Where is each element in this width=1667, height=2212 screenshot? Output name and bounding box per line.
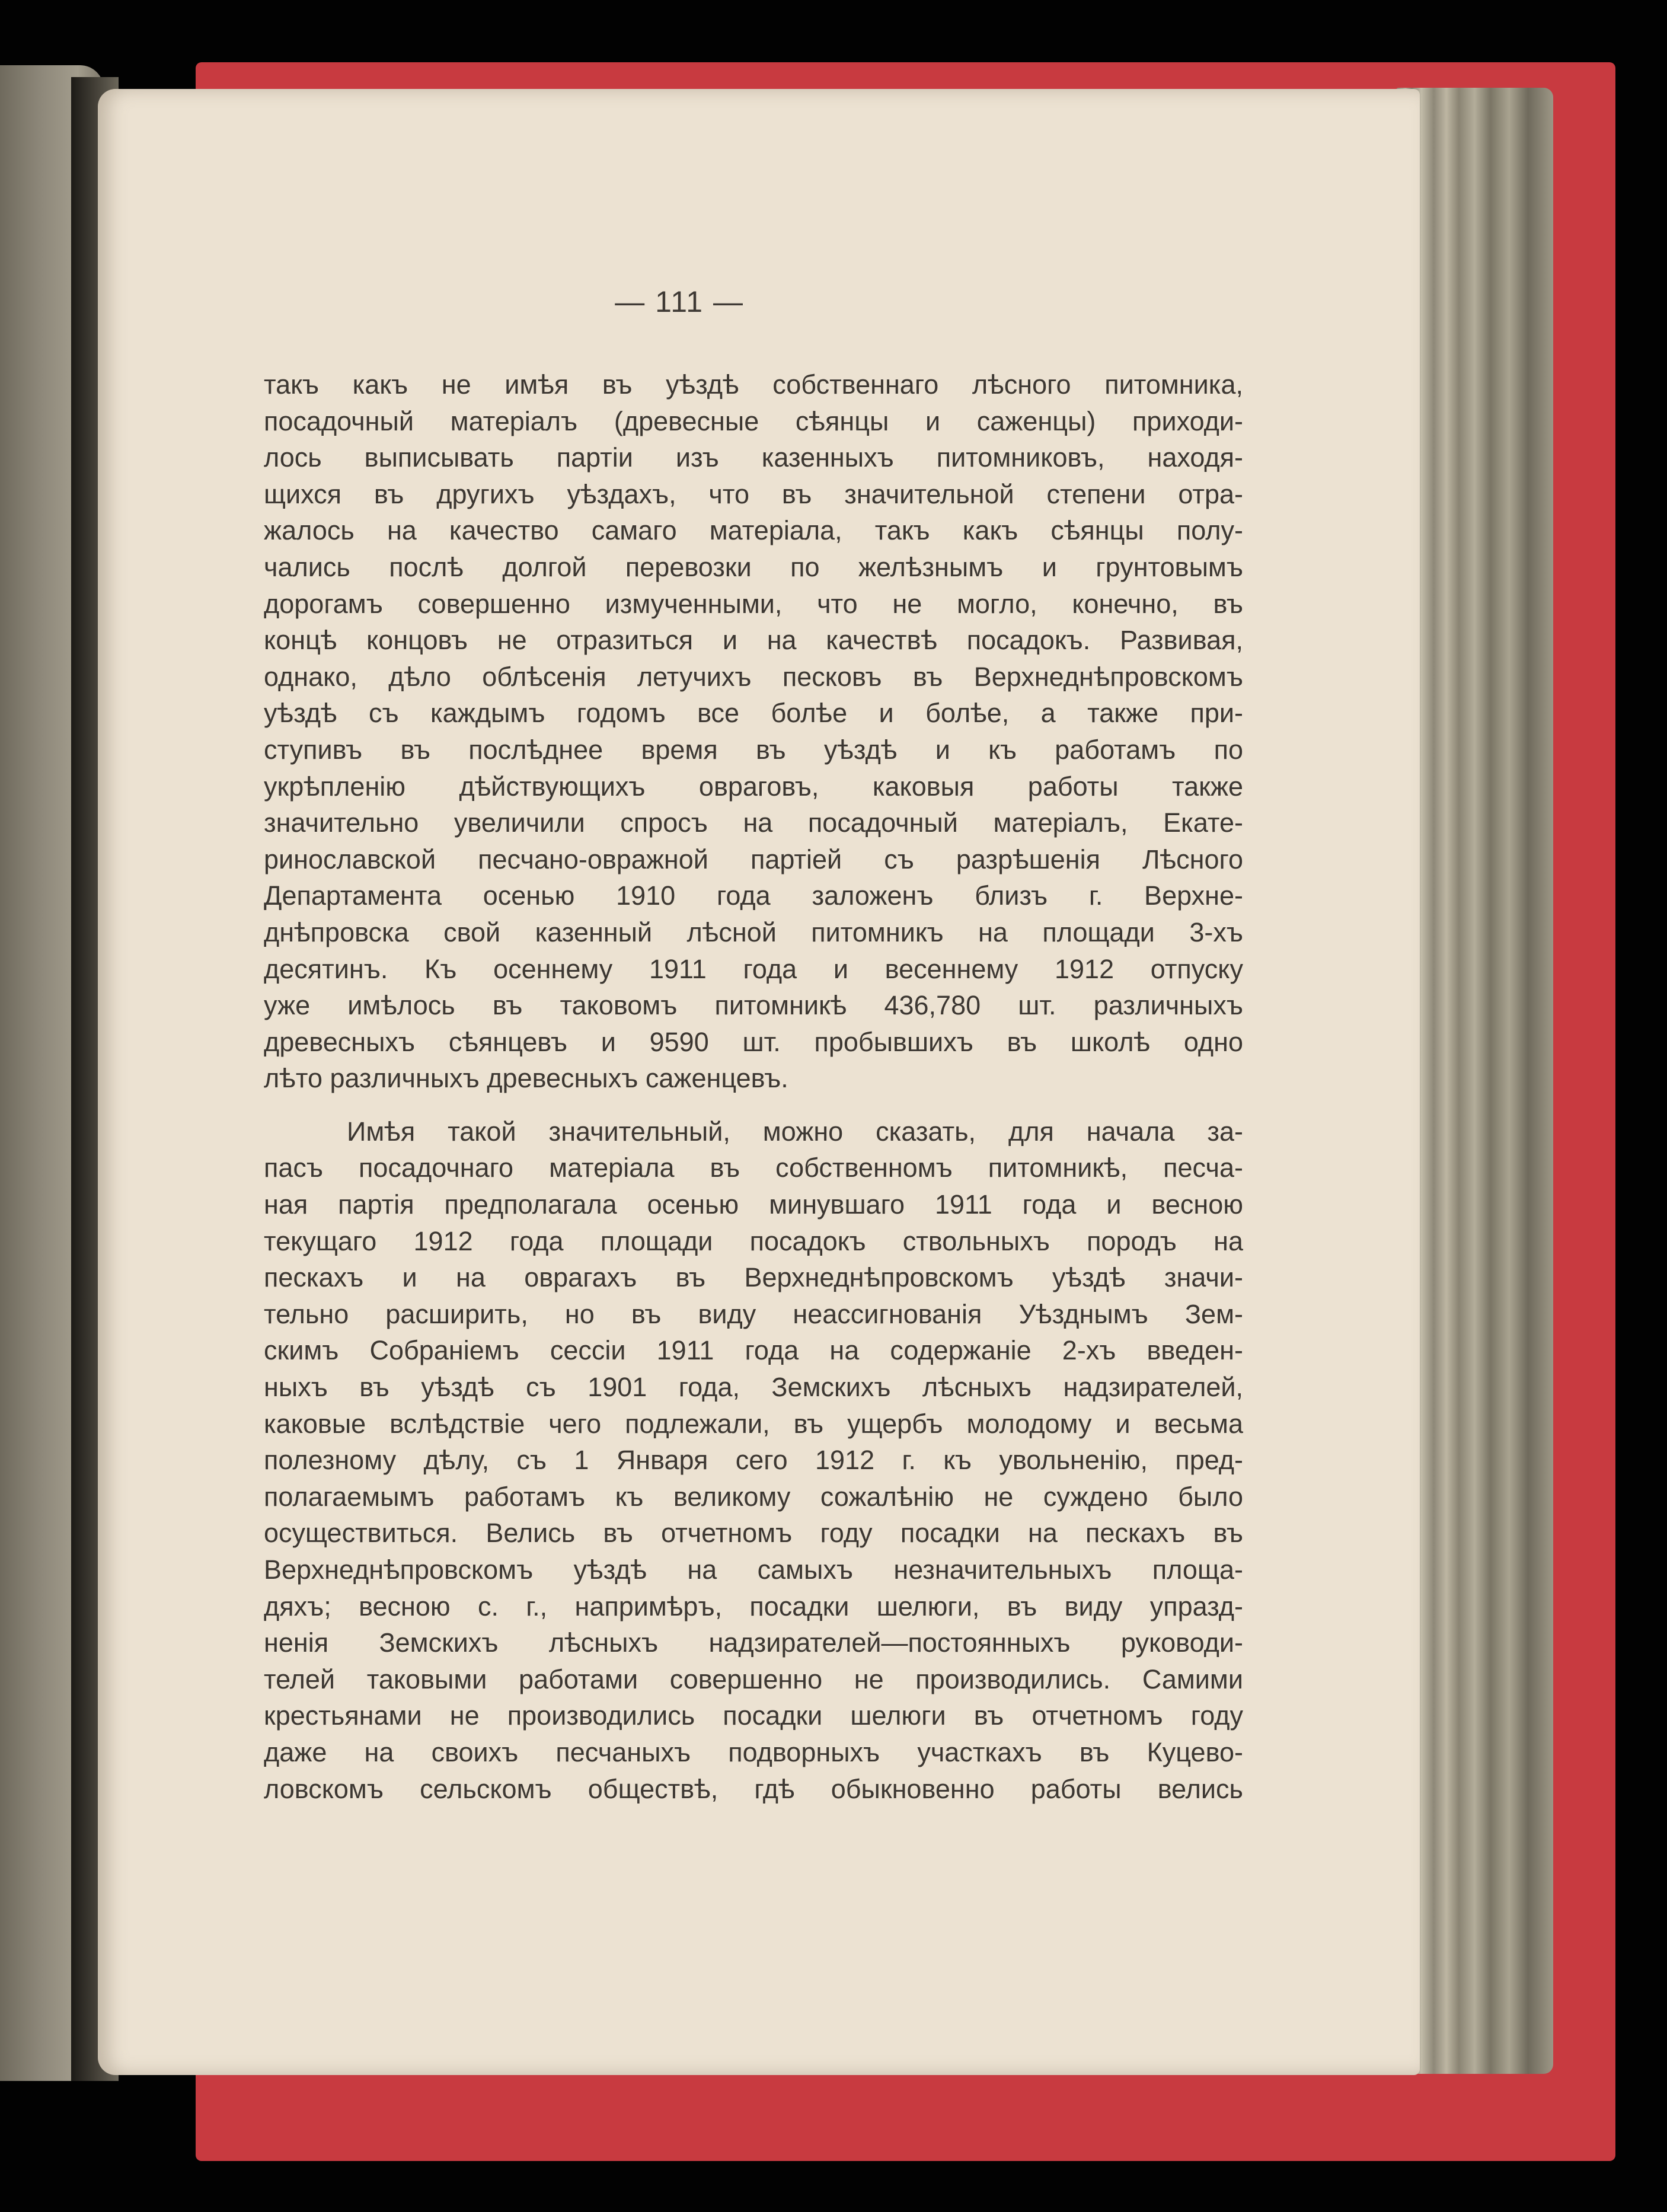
text-line: лось выписывать партіи изъ казенныхъ питомниковъ, находя- <box>264 442 1243 473</box>
text-line: однако, дѣло облѣсенія летучихъ песковъ въ Верхнеднѣпровскомъ <box>264 661 1243 692</box>
text-line: полагаемымъ работамъ къ великому сожалѣнію не суждено было <box>264 1481 1243 1512</box>
paragraph-gap <box>264 1097 1243 1113</box>
text-line: скимъ Собраніемъ сессіи 1911 года на содержаніе 2-хъ введен- <box>264 1335 1243 1366</box>
text-line: такъ какъ не имѣя въ уѣздѣ собственнаго лѣсного питомника, <box>264 369 1243 400</box>
text-line: ныхъ въ уѣздѣ съ 1901 года, Земскихъ лѣсныхъ надзирателей, <box>264 1372 1243 1403</box>
text-line: пасъ посадочнаго матеріала въ собственномъ питомникѣ, песча- <box>264 1153 1243 1183</box>
text-line: уѣздѣ съ каждымъ годомъ все болѣе и болѣе, а также при- <box>264 698 1243 729</box>
text-line: осуществиться. Велись въ отчетномъ году посадки на пескахъ въ <box>264 1518 1243 1549</box>
text-line: древесныхъ сѣянцевъ и 9590 шт. пробывшихъ въ школѣ одно <box>264 1026 1243 1057</box>
text-line: тельно расширить, но въ виду неассигнованія Уѣзднымъ Зем- <box>264 1298 1243 1329</box>
text-line: чались послѣ долгой перевозки по желѣзнымъ и грунтовымъ <box>264 551 1243 582</box>
text-line: пескахъ и на оврагахъ въ Верхнеднѣпровскомъ уѣздѣ значи- <box>264 1262 1243 1293</box>
text-line: десятинъ. Къ осеннему 1911 года и весеннему 1912 отпуску <box>264 953 1243 984</box>
text-line: ступивъ въ послѣднее время въ уѣздѣ и къ работамъ по <box>264 734 1243 765</box>
text-line: Верхнеднѣпровскомъ уѣздѣ на самыхъ незначительныхъ площа- <box>264 1555 1243 1585</box>
text-line: концѣ концовъ не отразиться и на качествѣ посадокъ. Развивая, <box>264 625 1243 656</box>
book-page <box>98 89 1420 2075</box>
text-line: щихся въ другихъ уѣздахъ, что въ значительной степени отра- <box>264 478 1243 509</box>
text-line: ринославской песчано-овражной партіей съ разрѣшенія Лѣсного <box>264 844 1243 874</box>
text-line: значительно увеличили спросъ на посадочный матеріалъ, Екате- <box>264 807 1243 838</box>
text-line: лѣто различныхъ древесныхъ саженцевъ. <box>264 1063 788 1094</box>
text-line: даже на своихъ песчаныхъ подворныхъ участкахъ въ Куцево- <box>264 1737 1243 1767</box>
text-line: ненія Земскихъ лѣсныхъ надзирателей—постоянныхъ руководи- <box>264 1627 1243 1658</box>
text-line: крестьянами не производились посадки шелюги въ отчетномъ году <box>264 1700 1243 1731</box>
text-line: уже имѣлось въ таковомъ питомникѣ 436,780 шт. различныхъ <box>264 990 1243 1021</box>
text-line: дяхъ; весною с. г., напримѣръ, посадки шелюги, въ виду упразд- <box>264 1591 1243 1622</box>
text-line: ная партія предполагала осенью минувшаго 1911 года и весною <box>264 1189 1243 1220</box>
text-line: дорогамъ совершенно измученными, что не могло, конечно, въ <box>264 588 1243 619</box>
text-line: днѣпровска свой казенный лѣсной питомникъ на площади 3-хъ <box>264 917 1243 947</box>
text-line: укрѣпленію дѣйствующихъ овраговъ, каковыя работы также <box>264 771 1243 802</box>
page-number: — 111 — <box>615 285 744 318</box>
text-line: Имѣя такой значительный, можно сказать, для начала за- <box>347 1116 1243 1147</box>
paragraph <box>264 366 1243 1097</box>
text-line: каковые вслѣдствіе чего подлежали, въ ущербъ молодому и весьма <box>264 1408 1243 1439</box>
text-line: жалось на качество самаго матеріала, такъ какъ сѣянцы полу- <box>264 515 1243 546</box>
text-line: Департамента осенью 1910 года заложенъ близъ г. Верхне- <box>264 880 1243 911</box>
text-line: текущаго 1912 года площади посадокъ ствольныхъ породъ на <box>264 1225 1243 1256</box>
text-line: полезному дѣлу, съ 1 Января сего 1912 г. къ увольненію, пред- <box>264 1445 1243 1476</box>
text-line: телей таковыми работами совершенно не производились. Самими <box>264 1664 1243 1694</box>
page-text <box>264 366 1243 1807</box>
paragraph <box>264 1113 1243 1807</box>
text-line: ловскомъ сельскомъ обществѣ, гдѣ обыкновенно работы велись <box>264 1773 1243 1804</box>
text-line: посадочный матеріалъ (древесные сѣянцы и саженцы) приходи- <box>264 406 1243 436</box>
